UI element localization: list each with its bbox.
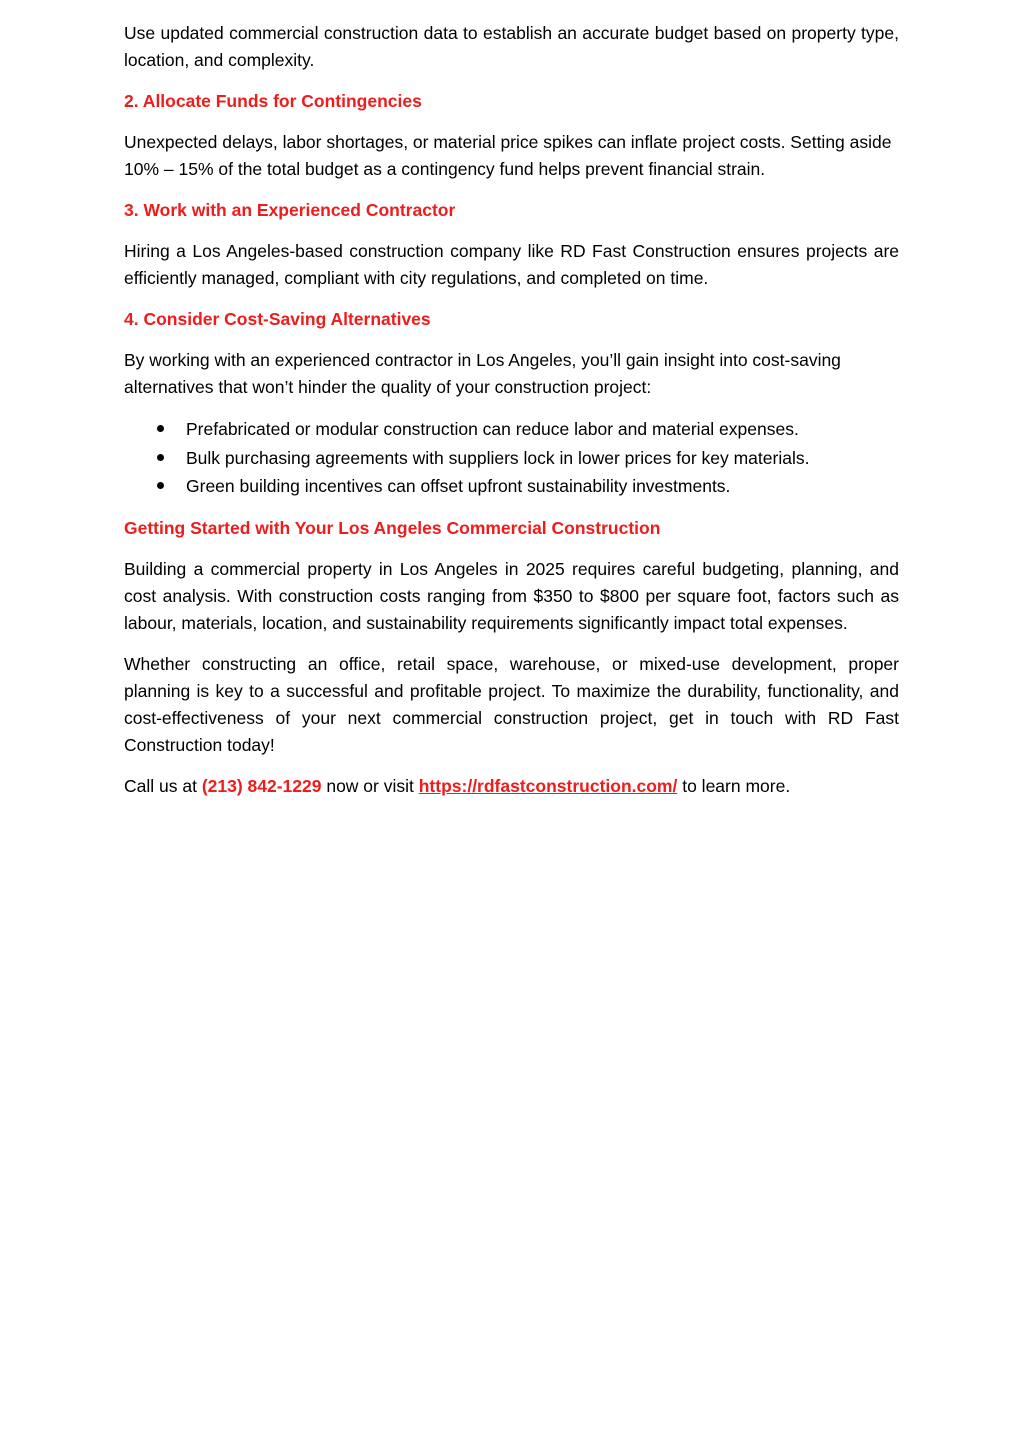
document-page (124, 20, 899, 814)
website-link[interactable]: https://rdfastconstruction.com/ (418, 775, 678, 796)
section-heading-contractor: 3. Work with an Experienced Contractor (124, 200, 456, 220)
section-heading-cost-saving: 4. Consider Cost-Saving Alternatives (124, 309, 431, 329)
closing-heading: Getting Started with Your Los Angeles Commercial Construction (124, 517, 661, 538)
cost-saving-bullet-list (124, 415, 899, 501)
list-item-text: Bulk purchasing agreements with suppliers lock in lower prices for key materials. (186, 447, 810, 468)
cta-prefix: Call us at (124, 775, 202, 796)
list-item (124, 444, 899, 473)
section-body-contractor: Hiring a Los Angeles-based construction company like RD Fast Construction ensures projects are efficiently managed, compliant with city regulations, and completed on time. (124, 241, 899, 288)
list-item-text: Prefabricated or modular construction can reduce labor and material expenses. (186, 419, 799, 439)
intro-paragraph: Use updated commercial construction data to establish an accurate budget based on property type, location, and complexity. (124, 23, 899, 70)
section-body-contingencies: Unexpected delays, labor shortages, or material price spikes can inflate project costs. Setting aside 10% – 15% of the total budget as a contingency fund helps prevent financial strain. (124, 132, 892, 179)
phone-number[interactable]: (213) 842-1229 (201, 775, 322, 796)
bullet-icon (157, 482, 164, 489)
bullet-icon (157, 425, 164, 432)
cta-suffix: to learn more. (677, 775, 791, 796)
section-body-cost-saving: By working with an experienced contractor in Los Angeles, you’ll gain insight into cost-saving alternatives that won’t hinder the quality of your construction project: (124, 350, 841, 397)
list-item (124, 472, 899, 501)
list-item-text: Green building incentives can offset upfront sustainability investments. (186, 476, 731, 496)
call-to-action (124, 773, 899, 800)
closing-paragraph-1: Building a commercial property in Los Angeles in 2025 requires careful budgeting, planning, and cost analysis. With construction costs ranging from $350 to $800 per square foot, factors such as labour, materials, location, and sustainability requirements significantly impact total expenses. (124, 558, 899, 633)
section-heading-contingencies: 2. Allocate Funds for Contingencies (124, 91, 422, 111)
bullet-icon (157, 454, 164, 461)
list-item (124, 415, 899, 444)
closing-paragraph-2: Whether constructing an office, retail space, warehouse, or mixed-use development, proper planning is key to a successful and profitable project. To maximize the durability, functionality, and cost-effectiveness of your next commercial construction project, get in touch with RD Fast Construction today! (124, 653, 899, 755)
cta-middle: now or visit (321, 775, 419, 796)
